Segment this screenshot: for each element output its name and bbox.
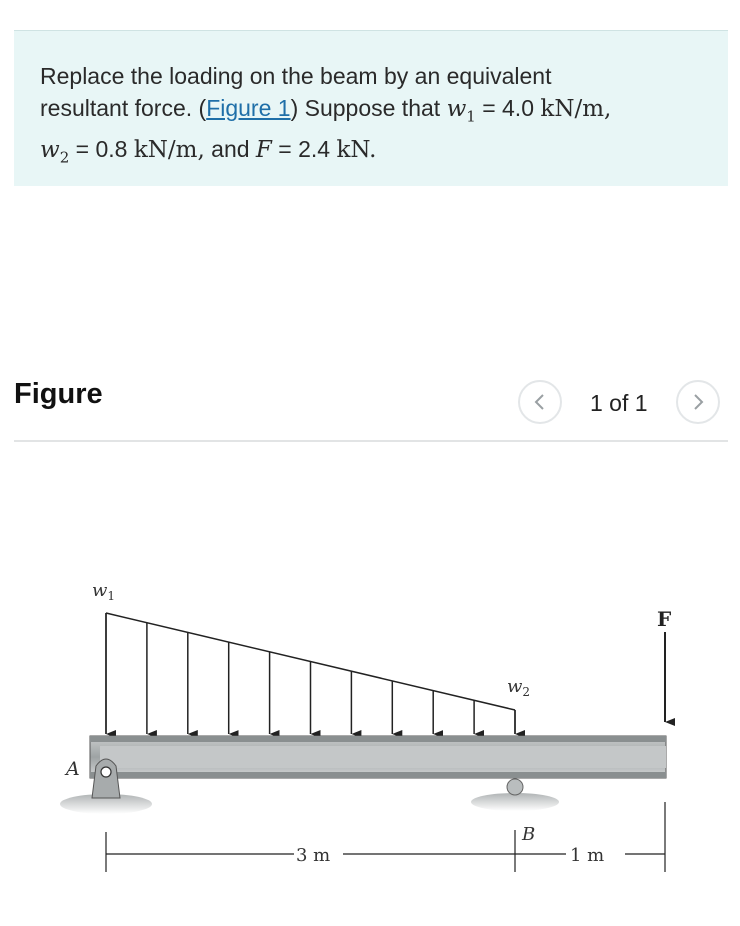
w1-label: $w_1$ bbox=[92, 580, 116, 603]
support-a-label: A bbox=[66, 758, 80, 780]
w1-value: 4.0 bbox=[502, 95, 534, 121]
previous-figure-button[interactable] bbox=[518, 380, 562, 424]
distributed-load bbox=[106, 613, 515, 734]
beam bbox=[90, 736, 666, 778]
beam-web bbox=[100, 746, 666, 768]
figure-title: Figure bbox=[14, 378, 103, 410]
problem-line-2-pre: resultant force. ( bbox=[40, 95, 207, 121]
support-a-pin bbox=[101, 767, 111, 777]
beam-top-flange bbox=[90, 736, 666, 742]
support-b-label: B bbox=[522, 824, 536, 845]
f-equals: = bbox=[278, 135, 292, 162]
w2-value: 0.8 bbox=[95, 135, 128, 162]
w2-unit: kN/m, bbox=[133, 136, 205, 163]
problem-line-1: Replace the loading on the beam by an equivalent bbox=[40, 63, 552, 89]
beam-diagram bbox=[0, 540, 740, 900]
f-unit: kN. bbox=[336, 136, 377, 163]
w2-symbol: w bbox=[40, 136, 60, 163]
force-f-label: F bbox=[657, 607, 672, 631]
w1-subscript: 1 bbox=[466, 107, 476, 126]
figure-pager: 1 of 1 bbox=[590, 390, 648, 416]
dimension-lines bbox=[106, 802, 665, 872]
load-arrows bbox=[106, 613, 515, 734]
w1-equals: = bbox=[482, 95, 496, 121]
problem-line-2-mid: ) Suppose that bbox=[290, 95, 441, 121]
problem-text bbox=[40, 60, 710, 173]
and-word: and bbox=[211, 135, 250, 162]
w2-label: $w_2$ bbox=[507, 676, 531, 699]
chevron-right-icon bbox=[691, 393, 705, 411]
next-figure-button[interactable] bbox=[676, 380, 720, 424]
force-arrow bbox=[657, 607, 671, 722]
w1-symbol: w bbox=[446, 96, 467, 122]
w2-subscript: 2 bbox=[59, 148, 70, 167]
figure-divider bbox=[14, 440, 728, 442]
beam-bottom-flange bbox=[90, 772, 666, 778]
support-b-roller bbox=[507, 779, 523, 795]
support-b-ground bbox=[471, 793, 559, 811]
w1-unit: kN/m, bbox=[540, 96, 612, 122]
f-symbol: F bbox=[255, 136, 272, 163]
problem-statement-box bbox=[14, 30, 728, 186]
dim-1m-label: 1 m bbox=[570, 845, 605, 866]
figure-link[interactable]: Figure 1 bbox=[206, 95, 291, 121]
dim-3m-label: 3 m bbox=[296, 845, 331, 866]
chevron-left-icon bbox=[533, 393, 547, 411]
figure-header bbox=[14, 372, 728, 442]
w2-equals: = bbox=[75, 135, 90, 162]
f-value: 2.4 bbox=[298, 135, 331, 162]
